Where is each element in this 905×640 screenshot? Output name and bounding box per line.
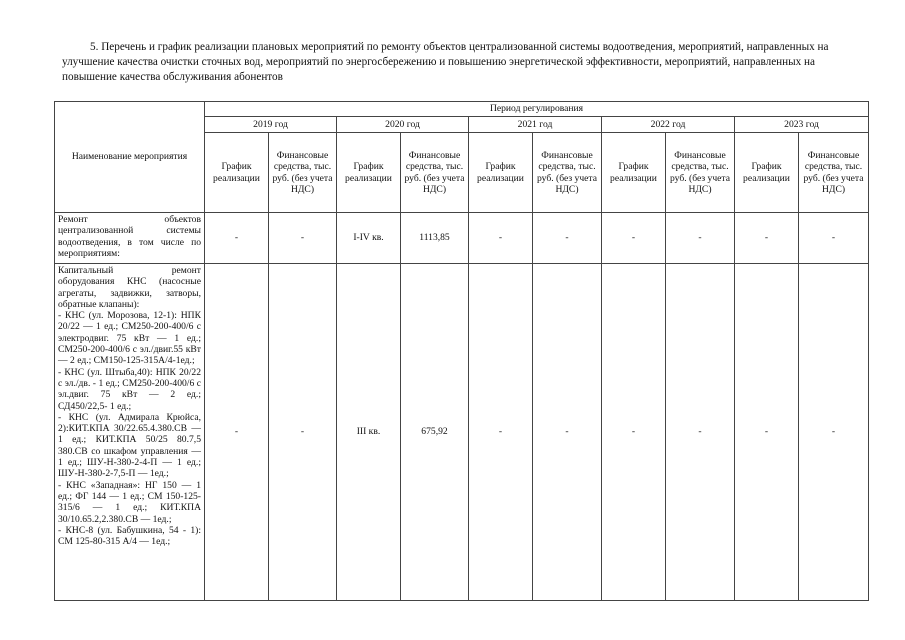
section-heading-text: 5. Перечень и график реализации плановых мероприятий по ремонту объектов централизованной системы водоотведения, мероприятий, направленных на улучшение качества очистки сточных вод, мероприятий по энергосбережению и повышению энергетической эффективности, мероприятий, направленных на повышение качества обслуживания абонентов (62, 41, 829, 83)
measure-line: - КНС-8 (ул. Бабушкина, 54 - 1): СМ 125-80-315 А/4 — 1ед.; (58, 524, 201, 548)
year-header-2019: 2019 год (205, 117, 337, 133)
measure-name: Ремонт объектов централизованной системы водоотведения, в том числе по мероприятиям: (55, 213, 205, 264)
table-row (55, 213, 869, 264)
table-cell: 1113,85 (401, 213, 469, 264)
table-cell: - (602, 213, 666, 264)
sub-header-finance: Финансовые средства, тыс. руб. (без учета НДС) (401, 133, 469, 213)
year-header-2020: 2020 год (337, 117, 469, 133)
sub-header-finance: Финансовые средства, тыс. руб. (без учета НДС) (269, 133, 337, 213)
table-cell: - (533, 213, 602, 264)
section-heading (62, 40, 862, 84)
table-cell: - (735, 264, 799, 601)
sub-header-finance: Финансовые средства, тыс. руб. (без учета НДС) (666, 133, 735, 213)
table-cell: - (269, 264, 337, 601)
table-cell: I-IV кв. (337, 213, 401, 264)
table-cell: - (666, 213, 735, 264)
table-cell: - (469, 213, 533, 264)
year-header-2021: 2021 год (469, 117, 602, 133)
table-cell: - (205, 213, 269, 264)
measure-name (55, 264, 205, 601)
column-header-name: Наименование мероприятия (55, 102, 205, 213)
table-cell: - (666, 264, 735, 601)
table-cell: - (735, 213, 799, 264)
table-cell: - (799, 213, 869, 264)
measures-table (54, 101, 869, 601)
measure-line: - КНС (ул. Адмирала Крюйса, 2):КИТ.КПА 30/22.65.4.380.СВ — 1 ед.; КИТ.КПА 50/25 80.7,5 380.СВ со шкафом управления — 1 ед.; ШУ-Н-380-2-4-П — 1 ед.; ШУ-Н-380-2-7,5-П — 1ед.; (58, 411, 201, 480)
sub-header-schedule: График реализации (735, 133, 799, 213)
table-cell: - (602, 264, 666, 601)
measure-line: - КНС «Западная»: НГ 150 — 1 ед.; ФГ 144 — 1 ед.; СМ 150-125-315/6 — 1 ед.; КИТ.КПА 30/10.65.2,2.380.СВ — 1ед.; (58, 479, 201, 525)
column-header-period: Период регулирования (205, 102, 869, 117)
sub-header-schedule: График реализации (337, 133, 401, 213)
sub-header-finance: Финансовые средства, тыс. руб. (без учета НДС) (799, 133, 869, 213)
table-cell: - (205, 264, 269, 601)
sub-header-schedule: График реализации (469, 133, 533, 213)
table-row (55, 264, 869, 601)
sub-header-schedule: График реализации (205, 133, 269, 213)
measure-line: - КНС (ул. Морозова, 12-1): НПК 20/22 — 1 ед.; СМ250-200-400/6 с электродвиг. 75 кВт — 1 ед.; СМ250-200-400/6 с эл./двиг.55 кВт — 2 ед.; СМ150-125-315А/4-1ед.; (58, 310, 201, 367)
measure-line: - КНС (ул. Штыба,40): НПК 20/22 с эл./дв. - 1 ед.; СМ250-200-400/6 с эл.двиг. 75 кВт — 2 ед.; СД450/22,5- 1 ед.; (58, 366, 201, 412)
table-cell: - (469, 264, 533, 601)
table-cell: 675,92 (401, 264, 469, 601)
year-header-2023: 2023 год (735, 117, 869, 133)
table-cell: III кв. (337, 264, 401, 601)
sub-header-finance: Финансовые средства, тыс. руб. (без учета НДС) (533, 133, 602, 213)
sub-header-schedule: График реализации (602, 133, 666, 213)
year-header-2022: 2022 год (602, 117, 735, 133)
measure-line: Капитальный ремонт оборудования КНС (насосные агрегаты, задвижки, затворы, обратные клапаны): (58, 265, 201, 310)
table-cell: - (269, 213, 337, 264)
table-cell: - (799, 264, 869, 601)
table-cell: - (533, 264, 602, 601)
